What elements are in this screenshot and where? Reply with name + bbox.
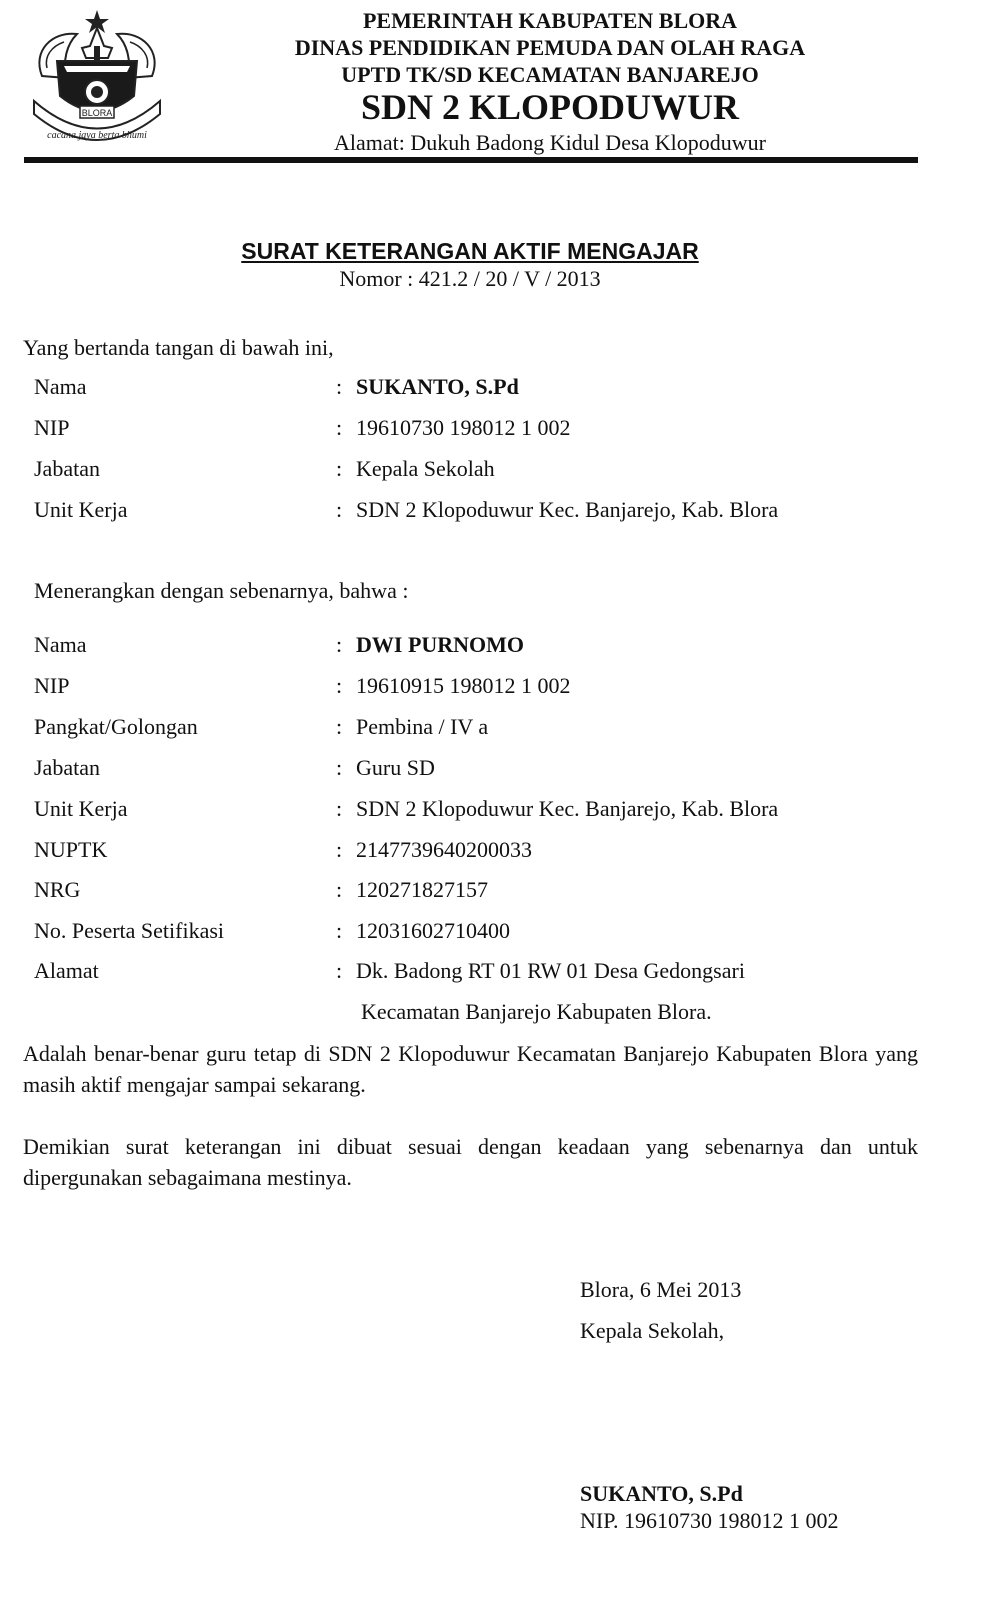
field-colon: : xyxy=(336,374,343,399)
field-label: Alamat xyxy=(34,958,99,983)
field-label: NIP xyxy=(34,415,70,440)
signature-position: Kepala Sekolah, xyxy=(580,1318,725,1343)
field-colon: : xyxy=(336,415,343,440)
teacher-certification-number: 12031602710400 xyxy=(356,918,510,943)
teacher-nip: 19610915 198012 1 002 xyxy=(356,673,571,698)
field-colon: : xyxy=(336,958,343,983)
field-label: No. Peserta Setifikasi xyxy=(34,918,225,943)
teacher-address: Dk. Badong RT 01 RW 01 Desa Gedongsari xyxy=(356,958,745,983)
document-title: SURAT KETERANGAN AKTIF MENGAJAR xyxy=(241,238,699,264)
field-label: Unit Kerja xyxy=(34,497,128,522)
document-number: Nomor : 421.2 / 20 / V / 2013 xyxy=(339,266,601,291)
field-colon: : xyxy=(336,877,343,902)
teacher-name: DWI PURNOMO xyxy=(356,632,525,657)
field-colon: : xyxy=(336,673,343,698)
letterhead-government: PEMERINTAH KABUPATEN BLORA xyxy=(362,8,738,33)
signer-nip: 19610730 198012 1 002 xyxy=(356,415,571,440)
field-label: NRG xyxy=(34,877,81,902)
teacher-position: Guru SD xyxy=(356,755,435,780)
field-colon: : xyxy=(336,755,343,780)
field-colon: : xyxy=(336,796,343,821)
signer-unit: SDN 2 Klopoduwur Kec. Banjarejo, Kab. Blora xyxy=(356,497,779,522)
letterhead-department: DINAS PENDIDIKAN PEMUDA DAN OLAH RAGA xyxy=(294,35,806,60)
svg-text:BLORA: BLORA xyxy=(81,108,113,118)
letterhead-uptd: UPTD TK/SD KECAMATAN BANJAREJO xyxy=(341,62,759,87)
field-label: Nama xyxy=(34,632,87,657)
field-label: Jabatan xyxy=(34,456,100,481)
field-colon: : xyxy=(336,497,343,522)
teacher-address-continued: Kecamatan Banjarejo Kabupaten Blora. xyxy=(361,999,712,1024)
teacher-unit: SDN 2 Klopoduwur Kec. Banjarejo, Kab. Blora xyxy=(356,796,779,821)
field-colon: : xyxy=(336,837,343,862)
body-paragraph-status: Adalah benar-benar guru tetap di SDN 2 Klopoduwur Kecamatan Banjarejo Kabupaten Blora yang masih aktif mengajar sampai sekarang. xyxy=(23,1041,918,1097)
intro-text: Yang bertanda tangan di bawah ini, xyxy=(23,335,334,360)
letterhead-divider xyxy=(24,157,918,163)
signer-name: SUKANTO, S.Pd xyxy=(356,374,519,399)
letterhead-address: Alamat: Dukuh Badong Kidul Desa Klopoduwur xyxy=(334,130,766,155)
field-label: Pangkat/Golongan xyxy=(34,714,198,739)
field-colon: : xyxy=(336,918,343,943)
field-label: Unit Kerja xyxy=(34,796,128,821)
teacher-rank: Pembina / IV a xyxy=(356,714,489,739)
letterhead-school-name: SDN 2 KLOPODUWUR xyxy=(360,87,740,127)
blora-regency-emblem-icon xyxy=(22,6,172,156)
field-label: NUPTK xyxy=(34,837,108,862)
body-paragraph-closing: Demikian surat keterangan ini dibuat sesuai dengan keadaan yang sebenarnya dan untuk dipergunakan sebagaimana mestinya. xyxy=(23,1134,918,1190)
signature-name: SUKANTO, S.Pd xyxy=(580,1481,743,1506)
field-colon: : xyxy=(336,456,343,481)
signature-nip: NIP. 19610730 198012 1 002 xyxy=(580,1508,839,1533)
teacher-nrg: 120271827157 xyxy=(356,877,488,902)
field-label: NIP xyxy=(34,673,70,698)
svg-text:cacana jaya berta bhumi: cacana jaya berta bhumi xyxy=(47,130,147,141)
statement-intro: Menerangkan dengan sebenarnya, bahwa : xyxy=(34,578,409,603)
field-colon: : xyxy=(336,632,343,657)
field-label: Jabatan xyxy=(34,755,100,780)
field-colon: : xyxy=(336,714,343,739)
signer-position: Kepala Sekolah xyxy=(356,456,495,481)
signature-place-date: Blora, 6 Mei 2013 xyxy=(580,1277,742,1302)
field-label: Nama xyxy=(34,374,87,399)
teacher-nuptk: 2147739640200033 xyxy=(356,837,532,862)
